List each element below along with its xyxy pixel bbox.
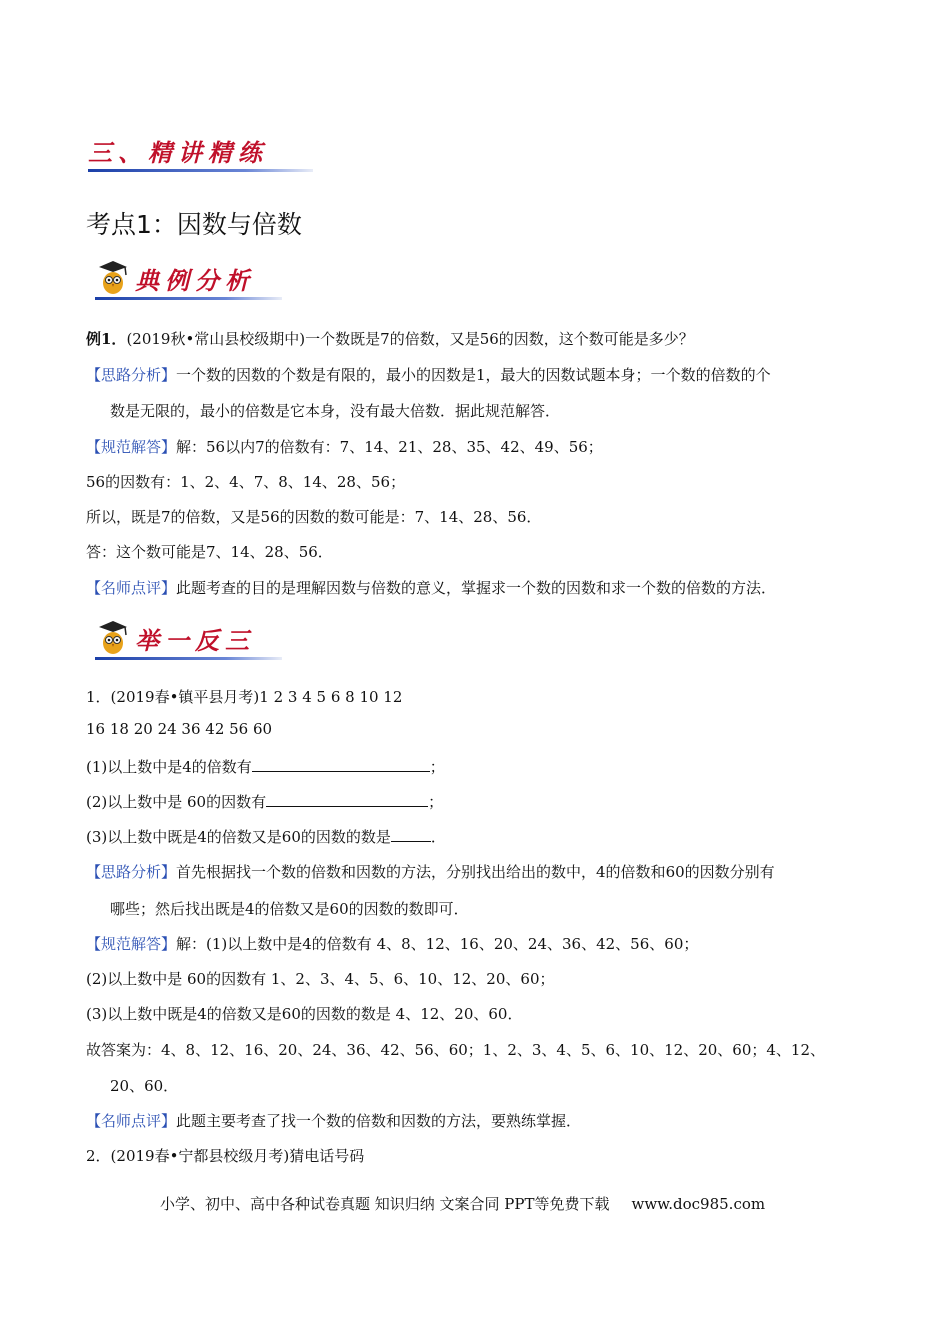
example-question <box>86 328 694 349</box>
practice-analysis-cont: 哪些；然后找出既是4的倍数又是60的因数的数即可． <box>110 900 469 918</box>
practice-answer-line <box>86 933 698 954</box>
example-banner <box>95 256 282 300</box>
answer-blank-3[interactable] <box>391 827 431 842</box>
answer-line-2: 56的因数有：1、2、4、7、8、14、28、56； <box>86 473 406 491</box>
comment-tag: 【名师点评】 <box>86 579 177 597</box>
page-footer <box>160 1193 765 1214</box>
practice-analysis-line <box>86 861 775 882</box>
answer-tag: 【规范解答】 <box>86 438 177 456</box>
comment-text: 此题主要考查了找一个数的倍数和因数的方法，要熟练掌握． <box>176 1112 582 1130</box>
subquestion-2-end: ； <box>428 793 444 811</box>
section-banner-text: 三、精讲精练 <box>88 137 268 167</box>
answer-text: 解：(1)以上数中是4的倍数有 4、8、12、16、20、24、36、42、56、60； <box>176 935 699 953</box>
section-banner <box>88 128 313 172</box>
practice-question: 1．(2019春•镇平县月考)1 2 3 4 5 6 8 10 12 <box>86 688 403 706</box>
answer-tag: 【规范解答】 <box>86 935 177 953</box>
practice-numbers: 16 18 20 24 36 42 56 60 <box>86 720 273 738</box>
practice-banner-text: 举一反三 <box>135 625 255 655</box>
analysis-text: 一个数的因数的个数是有限的，最小的因数是1，最大的因数试题本身；一个数的倍数的个 <box>176 366 771 384</box>
banner-underline <box>88 169 313 172</box>
banner-underline <box>95 657 282 660</box>
analysis-tag: 【思路分析】 <box>86 863 177 881</box>
banner-underline <box>95 297 282 300</box>
subquestion-2-text: (2)以上数中是 60的因数有 <box>86 793 267 811</box>
subquestion-2 <box>86 791 443 812</box>
example-banner-text: 典例分析 <box>135 265 255 295</box>
analysis-tag: 【思路分析】 <box>86 366 177 384</box>
analysis-text: 首先根据找一个数的倍数和因数的方法，分别找出给出的数中，4的倍数和60的因数分别有 <box>176 863 775 881</box>
practice-answer-4: 故答案为：4、8、12、16、20、24、36、42、56、60；1、2、3、4、5、6、10、12、20、60；4、12、 <box>86 1041 826 1059</box>
practice-answer-5: 20、60． <box>110 1077 179 1095</box>
practice-answer-2: (2)以上数中是 60的因数有 1、2、3、4、5、6、10、12、20、60； <box>86 970 555 988</box>
analysis-line <box>86 364 771 385</box>
owl-mascot-icon <box>95 259 131 297</box>
answer-line <box>86 436 603 457</box>
analysis-line-cont: 数是无限的，最小的倍数是它本身，没有最大倍数．据此规范解答． <box>110 402 561 420</box>
answer-text: 解：56以内7的倍数有：7、14、21、28、35、42、49、56； <box>176 438 603 456</box>
subquestion-1-end: ； <box>429 758 445 776</box>
answer-line-4: 答：这个数可能是7、14、28、56． <box>86 543 333 561</box>
practice-comment-line <box>86 1110 581 1131</box>
example-question-text: (2019秋•常山县校级期中)一个数既是7的倍数，又是56的因数，这个数可能是多少？ <box>126 330 694 348</box>
subquestion-1-text: (1)以上数中是4的倍数有 <box>86 758 252 776</box>
subquestion-3-end: ． <box>430 828 446 846</box>
subquestion-3 <box>86 826 446 847</box>
comment-line <box>86 577 776 598</box>
answer-line-3: 所以，既是7的倍数，又是56的因数的数可能是：7、14、28、56． <box>86 508 542 526</box>
practice-2-question: 2．(2019春•宁都县校级月考)猜电话号码 <box>86 1147 365 1165</box>
answer-blank-1[interactable] <box>252 757 430 772</box>
footer-text: 小学、初中、高中各种试卷真题 知识归纳 文案合同 PPT等免费下载 <box>160 1195 610 1213</box>
answer-blank-2[interactable] <box>266 792 428 807</box>
comment-tag: 【名师点评】 <box>86 1112 177 1130</box>
subquestion-1 <box>86 756 445 777</box>
owl-mascot-icon <box>95 619 131 657</box>
subquestion-3-text: (3)以上数中既是4的倍数又是60的因数的数是 <box>86 828 391 846</box>
comment-text: 此题考查的目的是理解因数与倍数的意义，掌握求一个数的因数和求一个数的倍数的方法． <box>176 579 777 597</box>
example-label: 例1． <box>86 330 127 348</box>
practice-answer-3: (3)以上数中既是4的倍数又是60的因数的数是 4、12、20、60． <box>86 1005 523 1023</box>
footer-site-link[interactable]: www.doc985.com <box>631 1195 766 1213</box>
page-title: 考点1：因数与倍数 <box>86 210 302 239</box>
practice-banner <box>95 616 282 660</box>
